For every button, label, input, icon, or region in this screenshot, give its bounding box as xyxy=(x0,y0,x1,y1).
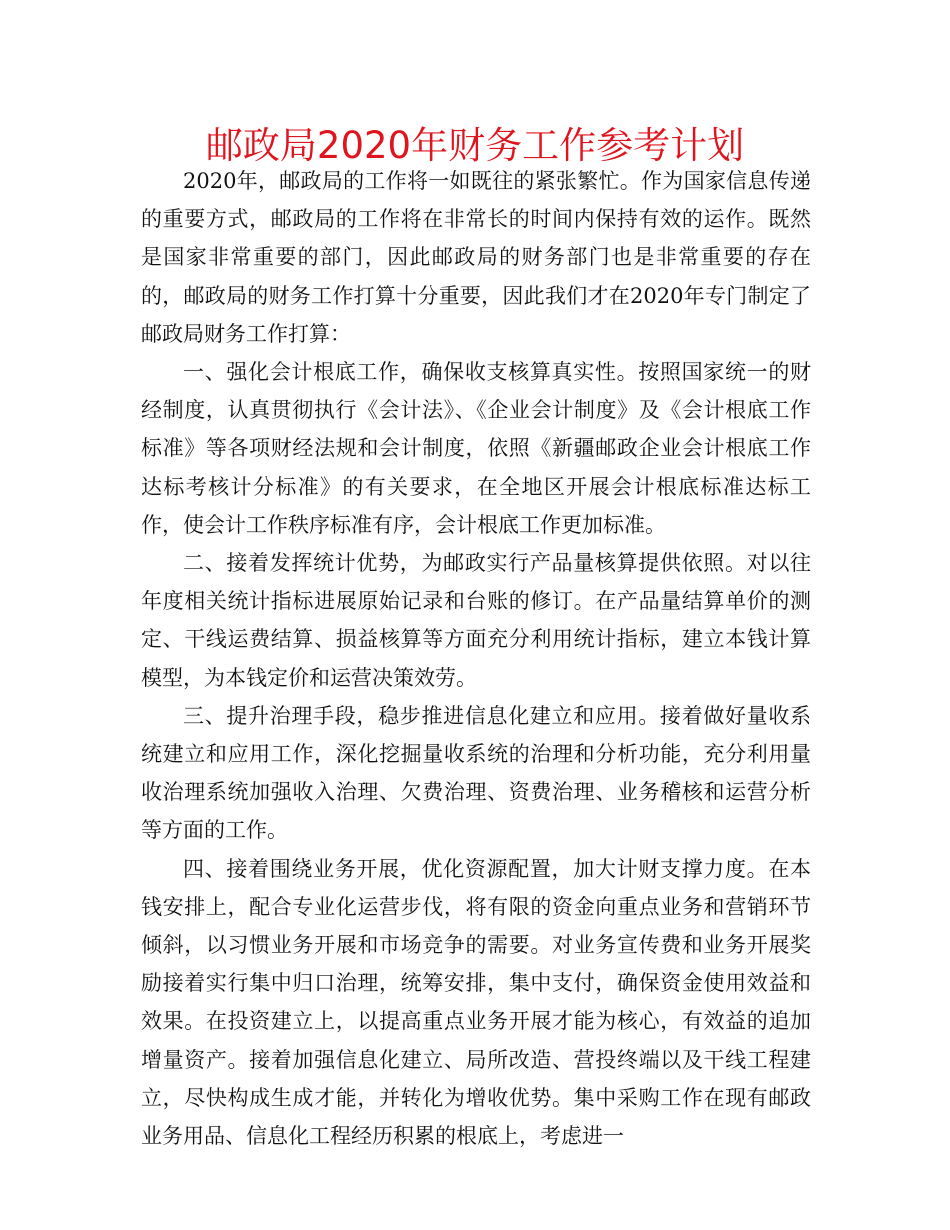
paragraph-section-4: 四、接着围绕业务开展，优化资源配置，加大计财支撑力度。在本钱安排上，配合专业化运营步伐，将有限的资金向重点业务和营销环节倾斜，以习惯业务开展和市场竞争的需要。对业务宣传费和业务开展奖励接着实行集中归口治理，统筹安排，集中支付，确保资金使用效益和效果。在投资建立上，以提高重点业务开展才能为核心，有效益的追加增量资产。接着加强信息化建立、局所改造、营投终端以及干线工程建立，尽快构成生成才能，并转化为增收优势。集中采购工作在现有邮政业务用品、信息化工程经历积累的根底上，考虑进一 xyxy=(141,856,811,1149)
paragraph-section-3: 三、提升治理手段，稳步推进信息化建立和应用。接着做好量收系统建立和应用工作，深化挖掘量收系统的治理和分析功能，充分利用量收治理系统加强收入治理、欠费治理、资费治理、业务稽核和运营分析等方面的工作。 xyxy=(141,703,811,843)
document-body xyxy=(141,162,811,1155)
paragraph-intro: 2020年，邮政局的工作将一如既往的紧张繁忙。作为国家信息传递的重要方式，邮政局的工作将在非常长的时间内保持有效的运作。既然是国家非常重要的部门，因此邮政局的财务部门也是非常重要的存在的，邮政局的财务工作打算十分重要，因此我们才在2020年专门制定了邮政局财务工作打算： xyxy=(141,169,811,346)
paragraph-section-1: 一、强化会计根底工作，确保收支核算真实性。按照国家统一的财经制度，认真贯彻执行《会计法》、《企业会计制度》及《会计根底工作标准》等各项财经法规和会计制度，依照《新疆邮政企业会计根底工作达标考核计分标准》的有关要求，在全地区开展会计根底标准达标工作，使会计工作秩序标准有序，会计根底工作更加标准。 xyxy=(141,360,811,537)
document-title: 邮政局2020年财务工作参考计划 xyxy=(205,124,745,167)
paragraph-section-2: 二、接着发挥统计优势，为邮政实行产品量核算提供依照。对以往年度相关统计指标进展原始记录和台账的修订。在产品量结算单价的测定、干线运费结算、损益核算等方面充分利用统计指标，建立本钱计算模型，为本钱定价和运营决策效劳。 xyxy=(141,551,811,690)
